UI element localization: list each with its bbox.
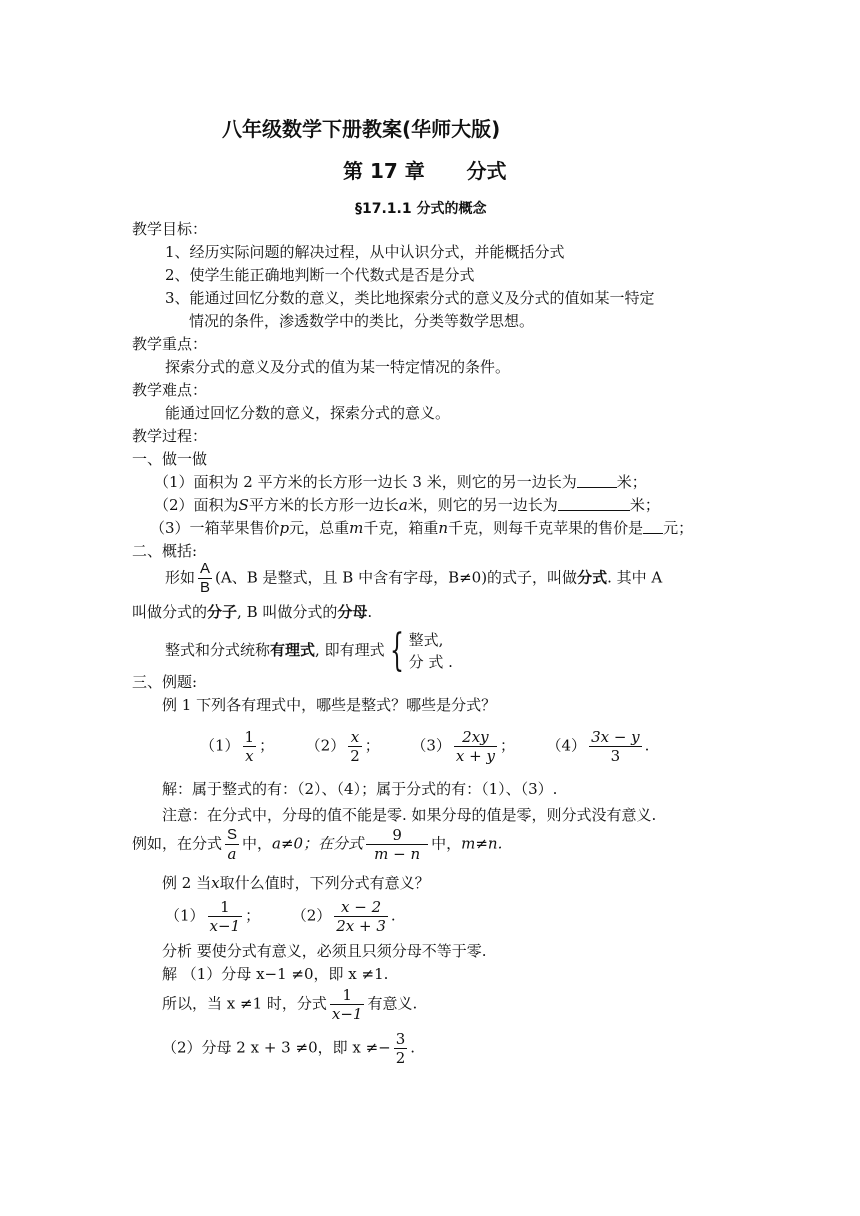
part3-heading: 三、例题:: [132, 673, 198, 691]
example-2-expressions: （1） $\frac{1}{x-1}$ ； （2） $\frac{x - 2}{2x + 3}$ .: [165, 898, 396, 935]
answer-blank: [558, 496, 630, 511]
goal-item: 1、经历实际问题的解决过程，从中认识分式，并能概括分式: [165, 243, 565, 261]
doc-title: 八年级数学下册教案(华师大版): [222, 117, 501, 141]
part2-heading: 二、概括:: [132, 542, 198, 560]
fraction: $\frac{3}{2}$: [395, 1030, 406, 1067]
process-heading: 教学过程：: [132, 427, 208, 445]
chapter-title: 第 17 章 分式: [343, 159, 507, 183]
question-1: （1）面积为 2 平方米的长方形一边长 3 米，则它的另一边长为 米；: [154, 473, 647, 491]
keypoint-heading: 教学重点：: [132, 335, 208, 353]
example-1-illustration: 例如，在分式 $\frac{S}{a}$ 中，a≠0；在分式 $\frac{9}{m - n}$ 中，m≠n.: [132, 826, 503, 863]
goals-heading: 教学目标：: [132, 220, 208, 238]
fraction: $\frac{9}{m - n}$: [366, 826, 428, 863]
keypoint-text: 探索分式的意义及分式的值为某一特定情况的条件。: [165, 358, 511, 376]
fraction: $\frac{1}{x-1}$: [331, 986, 363, 1023]
fraction: $\frac{x - 2}{2x + 3}$: [336, 898, 386, 935]
fraction-definition: 形如 $\frac{A}{B}$ (A、B 是整式，且 B 中含有字母，B≠0)的式子，叫做分式. 其中 A: [165, 560, 663, 596]
example-2-solution-1: 解 （1）分母 x−1 ≠0，即 x ≠1.: [162, 965, 389, 983]
fraction: $\frac{x}{2}$: [350, 728, 360, 765]
part1-heading: 一、做一做: [132, 450, 208, 468]
difficulty-text: 能通过回忆分数的意义，探索分式的意义。: [165, 404, 451, 422]
question-2: （2）面积为S平方米的长方形一边长a米，则它的另一边长为 米；: [154, 496, 660, 514]
section-title: §17.1.1 分式的概念: [355, 201, 487, 217]
fraction-definition-line2: 叫做分式的分子, B 叫做分式的分母.: [132, 603, 373, 621]
example-2-solution-2: （2）分母 2 x + 3 ≠0，即 x ≠− $\frac{3}{2}$ .: [162, 1030, 416, 1067]
question-3: （3）一箱苹果售价p元，总重m千克，箱重n千克，则每千克苹果的售价是 元；: [150, 519, 694, 537]
goal-item: 情况的条件，渗透数学中的类比，分类等数学思想。: [189, 312, 535, 330]
example-2-title: 例 2 当x取什么值时，下列分式有意义？: [162, 874, 430, 892]
example-2-solution-1b: 所以，当 x ≠1 时，分式 $\frac{1}{x-1}$ 有意义.: [162, 986, 418, 1023]
example-1-answer: 解：属于整式的有：（2）、（4）；属于分式的有：（1）、（3）.: [162, 780, 558, 798]
rational-expression-def: 整式和分式统称有理式, 即有理式 { 整式, 分 式 .: [165, 625, 453, 676]
brace-items: 整式, 分 式 .: [408, 631, 453, 671]
fraction: $\frac{1}{x}$: [244, 728, 255, 765]
goal-item: 2、使学生能正确地判断一个代数式是否是分式: [165, 266, 475, 284]
fraction-a-over-b: $\frac{A}{B}$: [200, 560, 211, 596]
answer-blank: [577, 473, 617, 488]
left-brace: {: [389, 625, 404, 676]
answer-blank: [643, 519, 663, 534]
goal-item: 3、能通过回忆分数的意义，类比地探索分式的意义及分式的值如某一特定: [165, 289, 655, 307]
example-1-expressions: （1） $\frac{1}{x}$ ； （2） $\frac{x}{2}$ ； （3） $\frac{2xy}{x + y}$ ； （4） $\frac{3x - y}{3}$ .: [200, 728, 650, 765]
example-1-title: 例 1 下列各有理式中，哪些是整式？哪些是分式？: [162, 696, 497, 714]
difficulty-heading: 教学难点：: [132, 381, 208, 399]
fraction: $\frac{S}{a}$: [227, 826, 238, 863]
example-1-note: 注意：在分式中，分母的值不能是零. 如果分母的值是零，则分式没有意义.: [162, 806, 657, 824]
fraction: $\frac{2xy}{x + y}$: [455, 728, 495, 765]
fraction: $\frac{1}{x-1}$: [209, 898, 241, 935]
fraction: $\frac{3x - y}{3}$: [591, 728, 640, 765]
example-2-analysis: 分析 要使分式有意义，必须且只须分母不等于零.: [162, 942, 487, 960]
